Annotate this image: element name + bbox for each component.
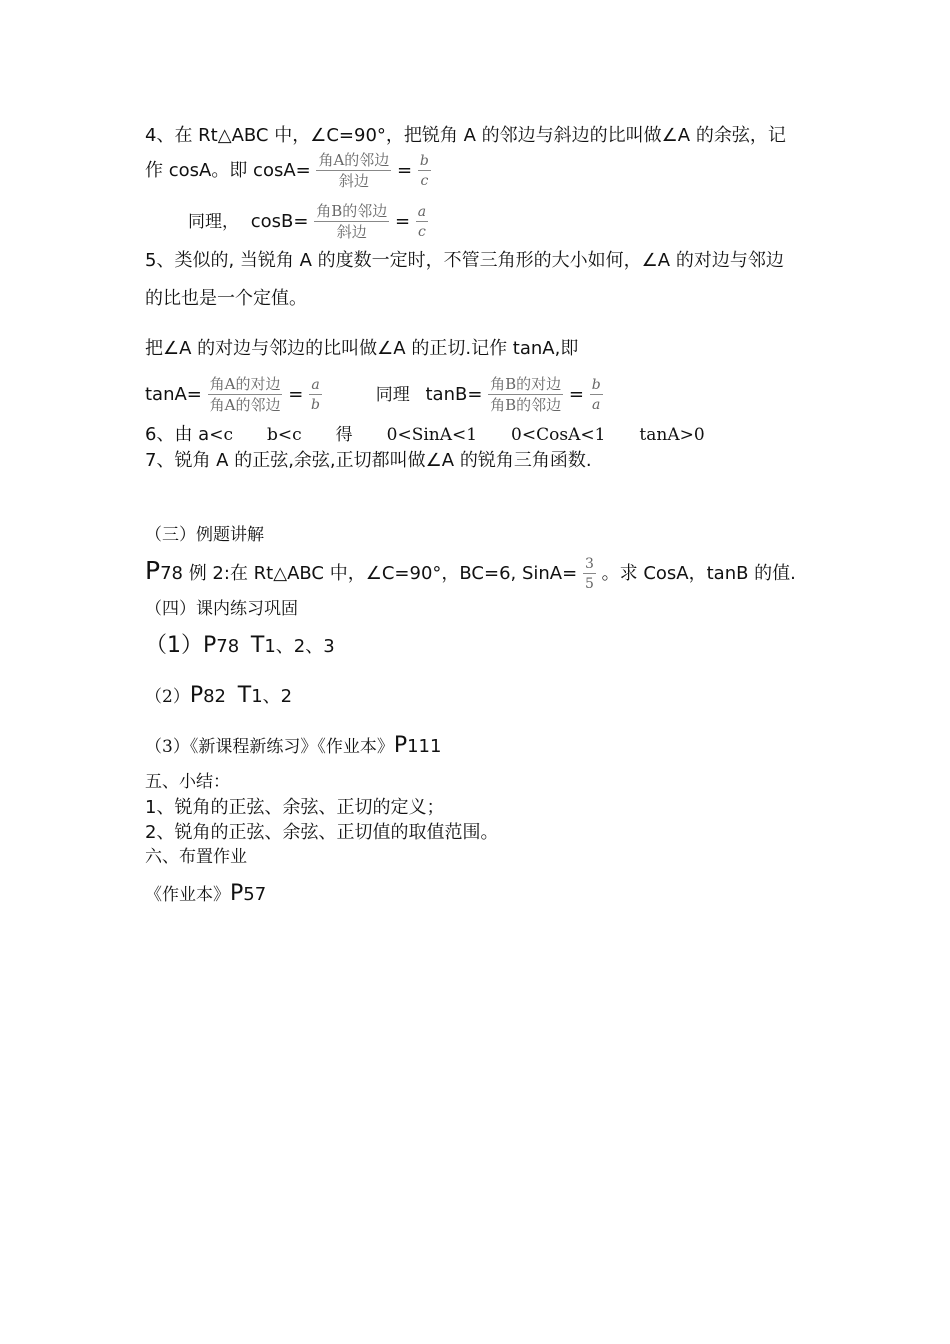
fraction-numerator: b bbox=[591, 377, 601, 393]
example-question: 。求 CosA，tanB 的值. bbox=[601, 563, 796, 584]
tanB-prefix: tanB= bbox=[425, 384, 483, 405]
tanB-label: 同理 bbox=[375, 385, 410, 405]
equals-sign: = bbox=[568, 384, 585, 405]
section-3-heading: （三）例题讲解 bbox=[145, 525, 264, 545]
practice-2-line bbox=[145, 685, 292, 707]
fraction-numerator: 角A的对边 bbox=[209, 375, 281, 393]
fraction-denominator: a bbox=[592, 397, 601, 413]
fraction-denominator: 斜边 bbox=[336, 223, 367, 241]
item-4-text: 4、在 Rt△ABC 中，∠C=90°，把锐角 A 的邻边与斜边的比叫做∠A 的余弦，记 bbox=[145, 125, 786, 146]
item-6-line bbox=[145, 426, 705, 444]
item-4-line-1 bbox=[145, 127, 786, 145]
practice-2-page: 82 bbox=[203, 686, 227, 707]
item-4-line-2 bbox=[145, 153, 431, 189]
fraction-numerator: a bbox=[417, 204, 427, 220]
fraction-denominator: c bbox=[418, 224, 426, 240]
practice-1-prefix: （1）P bbox=[145, 633, 217, 658]
example-text: 78 例 2:在 Rt△ABC 中，∠C=90°，BC=6, SinA= bbox=[160, 563, 578, 584]
tanB-word-fraction bbox=[488, 377, 563, 413]
practice-2-items: 1、2 bbox=[251, 686, 293, 707]
item-7-line: 7、锐角 A 的正弦,余弦,正切都叫做∠A 的锐角三角函数. bbox=[145, 450, 592, 471]
tanA-prefix: tanA= bbox=[145, 384, 202, 405]
summary-item-1: 1、锐角的正弦、余弦、正切的定义； bbox=[145, 797, 445, 818]
practice-2-T: T bbox=[237, 683, 252, 708]
tangent-definition: 把∠A 的对边与邻边的比叫做∠A 的正切.记作 tanA,即 bbox=[145, 338, 579, 359]
example-P: P bbox=[145, 556, 161, 585]
homework-line bbox=[145, 883, 266, 905]
tanB-letter-fraction bbox=[590, 378, 603, 412]
fraction-denominator: 角B的邻边 bbox=[490, 396, 562, 414]
tanA-word-fraction bbox=[208, 377, 283, 413]
section-5-heading: 五、小结： bbox=[145, 772, 230, 792]
practice-3-prefix: （3）《新课程新练习》《作业本》 bbox=[145, 737, 394, 757]
practice-2-prefix: （2） bbox=[145, 687, 190, 707]
equals-sign: = bbox=[394, 211, 411, 232]
fraction-denominator: b bbox=[311, 397, 321, 413]
fraction-numerator: 角B的对边 bbox=[490, 375, 562, 393]
fraction-numerator: b bbox=[419, 153, 429, 169]
equals-sign: = bbox=[397, 160, 413, 181]
item-5-line-1: 5、类似的, 当锐角 A 的度数一定时，不管三角形的大小如何，∠A 的对边与邻边 bbox=[145, 250, 784, 271]
practice-2-P: P bbox=[189, 683, 204, 708]
item-5-line-2: 的比也是一个定值。 bbox=[145, 288, 307, 309]
cosB-prefix: cosB= bbox=[250, 211, 309, 232]
homework-P: P bbox=[230, 881, 244, 906]
item-6-prefix: 6、由 a bbox=[145, 424, 210, 445]
fraction-numerator: a bbox=[311, 377, 320, 393]
homework-prefix: 《作业本》 bbox=[145, 885, 230, 905]
practice-1-items: 1、2、3 bbox=[264, 636, 335, 657]
cosA-word-fraction bbox=[316, 153, 391, 189]
practice-3-P: P bbox=[393, 733, 408, 758]
sinA-fraction bbox=[583, 557, 596, 591]
practice-1-T: T bbox=[250, 633, 265, 658]
section-6-heading: 六、布置作业 bbox=[145, 847, 247, 867]
fraction-numerator: 角A的邻边 bbox=[318, 151, 390, 169]
fraction-numerator: 角B的邻边 bbox=[316, 202, 388, 220]
cosA-definition-prefix: 作 cosA。即 cosA= bbox=[145, 160, 311, 181]
fraction-denominator: 5 bbox=[584, 576, 594, 592]
cosB-letter-fraction bbox=[416, 205, 428, 239]
fraction-numerator: 3 bbox=[584, 556, 594, 572]
practice-3-line bbox=[145, 735, 441, 757]
equals-sign: = bbox=[288, 384, 304, 405]
homework-page: 57 bbox=[243, 884, 267, 905]
practice-3-page: 111 bbox=[407, 736, 442, 757]
section-4-heading: （四）课内练习巩固 bbox=[145, 599, 298, 619]
practice-1-line bbox=[145, 635, 335, 657]
fraction-denominator: 斜边 bbox=[338, 172, 369, 190]
tangent-formula-line bbox=[145, 377, 603, 413]
example-line bbox=[145, 557, 796, 591]
item-6-inequalities: <c b<c 得 0<SinA<1 0<CosA<1 tanA>0 bbox=[209, 425, 705, 445]
cosB-word-fraction bbox=[314, 204, 389, 240]
summary-item-2: 2、锐角的正弦、余弦、正切值的取值范围。 bbox=[145, 822, 499, 843]
fraction-denominator: c bbox=[420, 173, 429, 189]
cosB-line bbox=[188, 204, 428, 240]
fraction-denominator: 角A的邻边 bbox=[209, 396, 281, 414]
cosB-label: 同理， bbox=[188, 212, 239, 232]
practice-1-page: 78 bbox=[216, 636, 240, 657]
tanA-letter-fraction bbox=[309, 378, 322, 412]
cosA-letter-fraction bbox=[418, 154, 431, 188]
